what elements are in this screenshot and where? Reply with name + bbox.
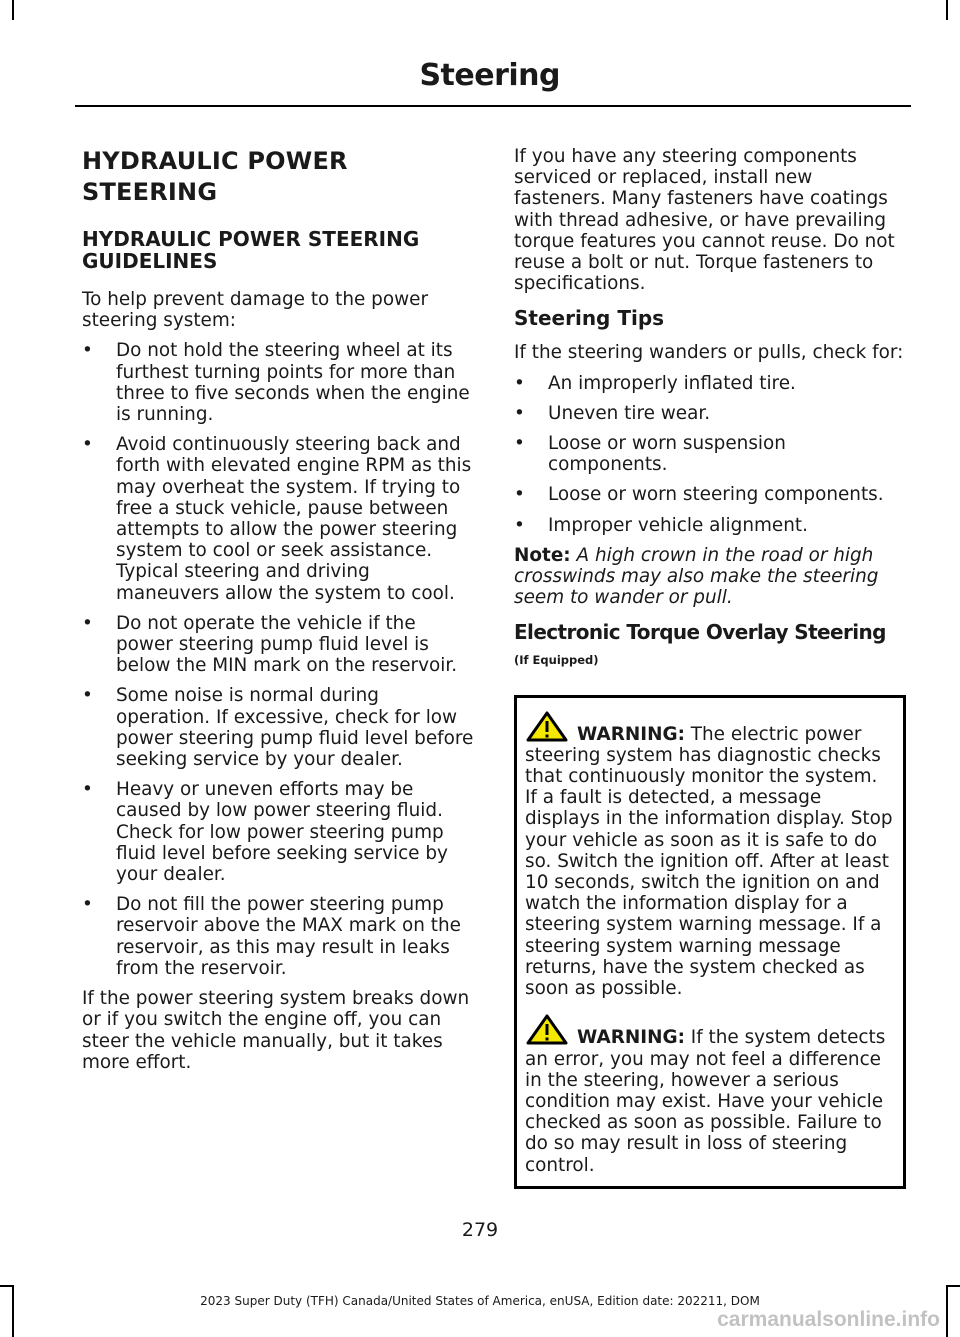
- list-item: • Heavy or uneven efforts may be caused by low power steering fluid. Check for low power steering pump fluid level before seeking service by your dealer.: [82, 779, 474, 885]
- warning-text: If the system detects an error, you may not feel a difference in the steering, however a serious condition may exist. Have your vehicle checked as soon as possible. Failure to do so may result in loss of steering control.: [525, 1027, 886, 1176]
- list-item: • Do not fill the power steering pump reservoir above the MAX mark on the reservoir, as this may result in leaks from the reservoir.: [82, 894, 474, 979]
- list-item: • Loose or worn suspension components.: [514, 433, 906, 475]
- watermark: carmanualsonline.info: [717, 1308, 940, 1331]
- list-item: • Improper vehicle alignment.: [514, 515, 906, 536]
- crop-mark-top-left: [12, 0, 14, 20]
- list-item: • An improperly inflated tire.: [514, 373, 906, 394]
- list-item: • Do not operate the vehicle if the power steering pump fluid level is below the MIN mark on the reservoir.: [82, 613, 474, 677]
- warning-box: [514, 695, 906, 1189]
- warning-label: WARNING:: [577, 1027, 685, 1049]
- tips-list: [514, 373, 906, 536]
- list-item: • Some noise is normal during operation. If excessive, check for low power steering pump fluid level before seeking service by your dealer.: [82, 685, 474, 770]
- subsection-title: HYDRAULIC POWER STEERING GUIDELINES: [82, 227, 420, 273]
- page-number: 279: [461, 1219, 499, 1241]
- note-label: Note:: [514, 544, 571, 566]
- closing-paragraph: If the power steering system breaks down or if you switch the engine off, you can steer the vehicle manually, but it takes more effort.: [82, 988, 470, 1073]
- crop-mark-bottom-right-v: [946, 1285, 948, 1337]
- warning-text: The electric power steering system has diagnostic checks that continuously monitor the system. If a fault is detected, a message displays in the information display. Stop your vehicle as soon as it is safe to do so. Switch the ignition off. After at least 10 seconds, switch the ignition on and watch the information display for a steering system warning message. If a steering system warning message returns, have the system checked as soon as possible.: [525, 723, 893, 1000]
- left-column: [82, 146, 474, 1082]
- crop-mark-bottom-left-v: [12, 1285, 14, 1337]
- warning-paragraph: [525, 710, 895, 1000]
- right-column: [514, 146, 906, 1189]
- list-item: • Uneven tire wear.: [514, 403, 906, 424]
- etos-title: Electronic Torque Overlay Steering: [514, 620, 886, 645]
- crop-mark-top-right: [946, 0, 948, 20]
- warning-label: WARNING:: [577, 723, 685, 745]
- warning-triangle-icon: [525, 710, 569, 742]
- section-title: HYDRAULIC POWER STEERING: [82, 147, 348, 206]
- page-header-title: Steering: [419, 58, 560, 93]
- note-text: A high crown in the road or high crosswinds may also make the steering seem to wander or pull.: [514, 544, 879, 609]
- list-item: • Loose or worn steering components.: [514, 484, 906, 505]
- intro-paragraph: To help prevent damage to the power steering system:: [82, 289, 428, 332]
- warning-paragraph: [525, 1013, 895, 1175]
- list-item: • Avoid continuously steering back and forth with elevated engine RPM as this may overheat the system. If trying to free a stuck vehicle, pause between attempts to allow the power steering system to cool or seek assistance. Typical steering and driving maneuvers allow the system to cool.: [82, 434, 474, 604]
- crop-mark-bottom-left-h: [0, 1285, 14, 1287]
- if-equipped-label: (If Equipped): [514, 653, 599, 668]
- footer-edition: 2023 Super Duty (TFH) Canada/United States of America, enUSA, Edition date: 202211, DOM: [200, 1294, 760, 1308]
- tips-intro: If the steering wanders or pulls, check for:: [514, 342, 904, 364]
- list-item: • Do not hold the steering wheel at its furthest turning points for more than three to five seconds when the engine is running.: [82, 340, 474, 425]
- guidelines-list: [82, 340, 474, 979]
- steering-tips-title: Steering Tips: [514, 306, 665, 331]
- crop-mark-bottom-right-h: [946, 1285, 960, 1287]
- warning-triangle-icon: [525, 1013, 569, 1045]
- fasteners-paragraph: If you have any steering components serviced or replaced, install new fasteners. Many fasteners have coatings with thread adhesive, or have prevailing torque features you cannot reuse. Do not reuse a bolt or nut. Torque fasteners to specifications.: [514, 146, 895, 295]
- note-paragraph: [514, 545, 906, 609]
- header-rule: [75, 105, 911, 107]
